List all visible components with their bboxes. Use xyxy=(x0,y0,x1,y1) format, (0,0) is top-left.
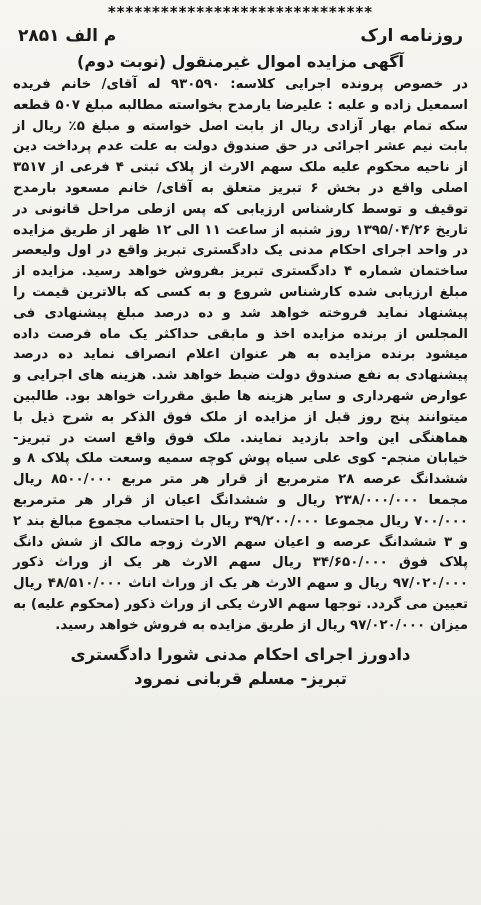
star-separator: ****************************** xyxy=(107,4,374,20)
signature-line-1: دادورز اجرای احکام مدنی شورا دادگستری xyxy=(70,644,411,664)
signature-line-2: تبریز- مسلم قربانی نمرود xyxy=(133,668,347,688)
issue-number: م الف ۲۸۵۱ xyxy=(18,26,117,46)
ad-body: در خصوص پرونده اجرایی کلاسه: ۹۳۰۵۹۰ له آقای/ خانم فریده اسمعیل زاده و علیه : علیرضا یارمدح بخواسته مطالبه مبلغ ۵۰۷ قطعه سکه تمام بهار آزادی ریال از بابت اصل خواسته و مبلغ ۵٪ ریال از بابت نیم عشر اجرائی در حق صندوق دولت به علت عدم پرداخت دین از ناحیه محکوم علیه ملک سهم الارث از پلاک ثبتی ۴ فرعی از ۳۵۱۷ اصلی واقع در بخش ۶ تبریز متعلق به آقای/ خانم مسعود بارمدح توقیف و توسط کارشناس ارزیابی که پس ازطی مراحل قانونی در تاریخ ۱۳۹۵/۰۴/۲۶ روز شنبه از ساعت ۱۱ الی ۱۲ ظهر از طریق مزایده در واحد اجرای احکام مدنی یک دادگستری تبریز واقع در اول ولیعصر ساختمان شماره ۴ دادگستری تبریز بفروش خواهد رسید. مزایده از مبلغ ارزیابی شده کارشناس شروع و به کسی که بالاترین قیمت را پیشنهاد نماید فروخته خواهد شد و ده درصد مبلغ پیشنهادی فی المجلس از برنده مزایده اخذ و مابقی حداکثر یک ماه فرصت داده میشود برنده مزایده به هر عنوان اعلام انصراف نماید ده درصد پیشنهادی به نفع صندوق دولت ضبط خواهد شد. هزینه های اجرایی و عوارض شهرداری و سایر هزینه ها طبق مقررات خواهد بود. طالبین میتوانند پنج روز قبل از مزایده از ملک فوق الذکر به شرح ذیل با هماهنگی این واحد بازدید نمایند. ملک فوق واقع است در تبریز- خیابان منجم- کوی علی سیاه پوش کوچه سمیه وسعت ملک پلاک ۸ و ششدانگ عرصه ۲۸ مترمربع از قرار هر متر مربع ۸۵۰۰/۰۰۰ ریال مجمعا ۲۳۸/۰۰۰/۰۰۰ ریال و ششدانگ اعیان از قرار هر مترمربع ۷۰۰/۰۰۰ ریال مجموعا ۳۹/۲۰۰/۰۰۰ ریال با احتساب مجموع مبالغ بند ۲ و ۳ ششدانگ عرصه و اعیان سهم الارث زوجه مالک از شش دانگ پلاک فوق ۳۴/۶۵۰/۰۰۰ ریال سهم الارث هر یک از وراث ذکور ۹۷/۰۲۰/۰۰۰ ریال و سهم الارث هر یک از وراث اناث ۴۸/۵۱۰/۰۰۰ ریال تعیین می گردد. توجها سهم الارث یکی از وراث ذکور (محکوم علیه) به میزان ۹۷/۰۲۰/۰۰۰ ریال از طریق مزایده به فروش خواهد رسید. xyxy=(13,77,469,633)
ad-title: آگهی مزایده اموال غیرمنقول (نوبت دوم) xyxy=(77,52,404,71)
signature-block xyxy=(10,643,471,691)
paper-name: روزنامه ارک xyxy=(360,26,463,46)
header-row xyxy=(10,26,471,46)
